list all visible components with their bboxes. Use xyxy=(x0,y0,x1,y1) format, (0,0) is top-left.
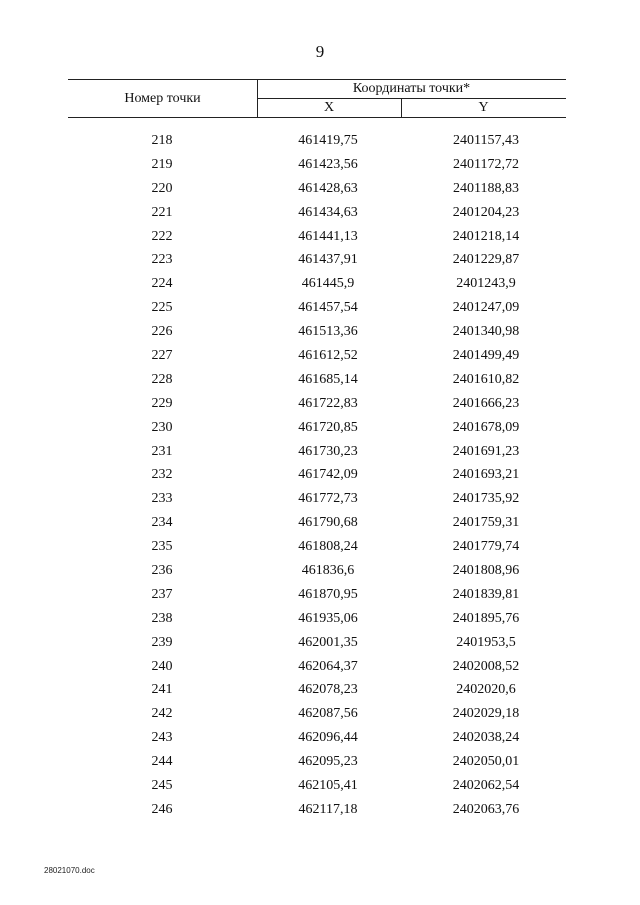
x-coordinate-cell: 461722,83 xyxy=(298,395,358,411)
x-coordinate-cell: 461434,63 xyxy=(298,204,358,220)
y-coordinate-cell: 2402008,52 xyxy=(452,658,520,674)
x-coordinate-cell: 462064,37 xyxy=(298,658,358,674)
x-coordinate-cell: 462001,35 xyxy=(298,634,358,650)
table-row xyxy=(68,227,566,251)
point-number-column-header: Номер точки xyxy=(124,90,201,106)
y-coordinate-cell: 2401243,9 xyxy=(456,276,516,292)
x-coordinate-cell: 461836,6 xyxy=(301,563,355,579)
table-row xyxy=(68,346,566,370)
point-number-cell: 224 xyxy=(151,276,173,292)
table-row xyxy=(68,800,566,824)
point-number-cell: 218 xyxy=(151,133,173,148)
table-row xyxy=(68,418,566,442)
coordinates-table-body xyxy=(68,131,566,824)
table-row xyxy=(68,537,566,561)
point-number-cell: 229 xyxy=(151,395,173,411)
x-coordinate-cell: 461612,52 xyxy=(298,348,358,364)
y-coordinate-cell: 2401157,43 xyxy=(453,133,519,148)
y-coordinate-cell: 2402020,6 xyxy=(456,682,516,698)
coordinates-table-header xyxy=(68,79,566,118)
coordinates-column-header: Координаты точки* xyxy=(352,81,471,96)
y-coordinate-cell: 2401666,23 xyxy=(452,395,520,411)
y-coordinate-cell: 2401759,31 xyxy=(452,515,520,531)
x-coordinate-cell: 461513,36 xyxy=(298,324,358,340)
table-row xyxy=(68,442,566,466)
point-number-cell: 236 xyxy=(151,563,173,579)
y-coordinate-cell: 2401839,81 xyxy=(452,586,520,602)
x-coordinate-cell: 462117,18 xyxy=(298,801,358,817)
point-number-cell: 244 xyxy=(151,754,173,770)
x-coordinate-cell: 461445,9 xyxy=(301,276,355,292)
table-row xyxy=(68,489,566,513)
y-coordinate-cell: 2401735,92 xyxy=(452,491,520,507)
x-coordinate-cell: 461772,73 xyxy=(298,491,358,507)
point-number-cell: 243 xyxy=(151,730,173,746)
x-coordinate-cell: 461870,95 xyxy=(298,586,358,602)
point-number-cell: 220 xyxy=(151,180,173,196)
y-coordinate-cell: 2401610,82 xyxy=(452,371,520,387)
x-coordinate-cell: 461423,56 xyxy=(298,156,358,172)
x-coordinate-cell: 462096,44 xyxy=(298,730,358,746)
x-coordinate-cell: 461437,91 xyxy=(298,252,358,268)
y-coordinate-cell: 2401691,23 xyxy=(452,443,520,459)
x-coordinate-cell: 461790,68 xyxy=(298,515,358,531)
table-row xyxy=(68,680,566,704)
x-coordinate-cell: 461742,09 xyxy=(298,467,358,483)
y-coordinate-cell: 2401693,21 xyxy=(452,467,520,483)
table-row xyxy=(68,513,566,537)
point-number-cell: 246 xyxy=(151,801,173,817)
x-coordinate-cell: 461685,14 xyxy=(298,371,358,387)
y-coordinate-cell: 2401204,23 xyxy=(452,204,520,220)
y-coordinate-cell: 2402038,24 xyxy=(452,730,520,746)
table-row xyxy=(68,657,566,681)
point-number-cell: 242 xyxy=(151,706,173,722)
point-number-cell: 223 xyxy=(151,252,173,268)
point-number-cell: 228 xyxy=(151,371,173,387)
y-coordinate-cell: 2401808,96 xyxy=(452,563,520,579)
table-row xyxy=(68,561,566,585)
y-coordinate-cell: 2401247,09 xyxy=(452,300,520,316)
table-row xyxy=(68,131,566,155)
table-row xyxy=(68,203,566,227)
table-row xyxy=(68,752,566,776)
point-number-cell: 231 xyxy=(151,443,173,459)
table-row xyxy=(68,322,566,346)
point-number-cell: 234 xyxy=(151,515,173,531)
y-coordinate-cell: 2401895,76 xyxy=(452,610,520,626)
table-row xyxy=(68,394,566,418)
page-number: 9 xyxy=(315,42,325,61)
table-row xyxy=(68,155,566,179)
y-coordinate-cell: 2401188,83 xyxy=(453,180,519,196)
point-number-cell: 235 xyxy=(151,539,173,555)
y-coordinate-cell: 2401779,74 xyxy=(452,539,520,555)
point-number-cell: 221 xyxy=(151,204,173,220)
table-row xyxy=(68,250,566,274)
document-filename: 28021070.doc xyxy=(44,866,95,875)
point-number-cell: 241 xyxy=(151,682,173,698)
x-coordinate-cell: 461457,54 xyxy=(298,300,358,316)
y-coordinate-cell: 2401172,72 xyxy=(453,156,519,172)
y-coordinate-cell: 2402063,76 xyxy=(452,801,520,817)
point-number-cell: 239 xyxy=(151,634,173,650)
point-number-cell: 225 xyxy=(151,300,173,316)
point-number-cell: 233 xyxy=(151,491,173,507)
y-coordinate-cell: 2402050,01 xyxy=(452,754,520,770)
x-coordinate-cell: 461730,23 xyxy=(298,443,358,459)
point-number-cell: 240 xyxy=(151,658,173,674)
y-coordinate-cell: 2401499,49 xyxy=(452,348,520,364)
y-coordinate-cell: 2401953,5 xyxy=(456,634,516,650)
point-number-cell: 222 xyxy=(151,228,173,244)
table-row xyxy=(68,776,566,800)
x-coordinate-cell: 462105,41 xyxy=(298,778,358,794)
x-coordinate-cell: 462087,56 xyxy=(298,706,358,722)
x-coordinate-cell: 461720,85 xyxy=(298,419,358,435)
table-row xyxy=(68,298,566,322)
point-number-cell: 238 xyxy=(151,610,173,626)
point-number-cell: 226 xyxy=(151,324,173,340)
table-row xyxy=(68,465,566,489)
table-row xyxy=(68,704,566,728)
x-coordinate-cell: 461808,24 xyxy=(298,539,358,555)
x-coordinate-cell: 461428,63 xyxy=(298,180,358,196)
y-column-header: Y xyxy=(478,100,489,115)
point-number-cell: 227 xyxy=(151,348,173,364)
point-number-cell: 219 xyxy=(151,156,173,172)
table-row xyxy=(68,585,566,609)
point-number-cell: 245 xyxy=(151,778,173,794)
y-coordinate-cell: 2401218,14 xyxy=(452,228,520,244)
y-coordinate-cell: 2401229,87 xyxy=(452,252,520,268)
x-coordinate-cell: 461419,75 xyxy=(298,133,358,148)
y-coordinate-cell: 2401678,09 xyxy=(452,419,520,435)
point-number-cell: 230 xyxy=(151,419,173,435)
x-coordinate-cell: 461441,13 xyxy=(298,228,358,244)
point-number-cell: 232 xyxy=(151,467,173,483)
x-coordinate-cell: 461935,06 xyxy=(298,610,358,626)
point-number-cell: 237 xyxy=(151,586,173,602)
table-row xyxy=(68,370,566,394)
y-coordinate-cell: 2402029,18 xyxy=(452,706,520,722)
table-row xyxy=(68,728,566,752)
y-coordinate-cell: 2402062,54 xyxy=(452,778,520,794)
table-row xyxy=(68,609,566,633)
y-coordinate-cell: 2401340,98 xyxy=(452,324,520,340)
table-row xyxy=(68,633,566,657)
x-coordinate-cell: 462078,23 xyxy=(298,682,358,698)
table-row xyxy=(68,274,566,298)
x-coordinate-cell: 462095,23 xyxy=(298,754,358,770)
table-row xyxy=(68,179,566,203)
x-column-header: X xyxy=(323,100,335,115)
